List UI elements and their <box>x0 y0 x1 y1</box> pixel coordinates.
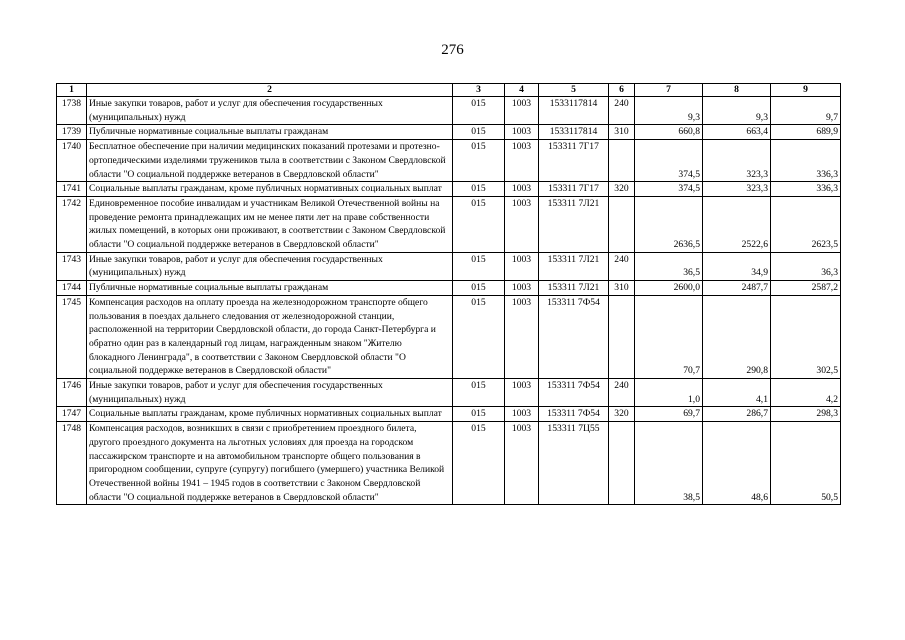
expense-type-code: 310 <box>609 125 635 140</box>
section-code: 1003 <box>505 422 539 505</box>
section-code: 1003 <box>505 97 539 125</box>
row-name: Социальные выплаты гражданам, кроме публичных нормативных социальных выплат <box>87 407 453 422</box>
amount-col9: 2623,5 <box>771 196 841 252</box>
amount-col9: 302,5 <box>771 295 841 378</box>
row-name: Бесплатное обеспечение при наличии медицинских показаний протезами и протезно-ортопедическими изделиями тружеников тыла в соответствии с Законом Свердловской области "О социальной поддержке ветеранов в Свердловской области" <box>87 140 453 182</box>
row-number: 1742 <box>57 196 87 252</box>
table-row <box>57 140 841 182</box>
amount-col9: 336,3 <box>771 182 841 197</box>
target-code: 153311 7Ц55 <box>539 422 609 505</box>
header-row <box>57 84 841 97</box>
section-code: 1003 <box>505 140 539 182</box>
table-row <box>57 407 841 422</box>
amount-col7: 9,3 <box>635 97 703 125</box>
row-name: Публичные нормативные социальные выплаты гражданам <box>87 281 453 296</box>
target-code: 153311 7Л21 <box>539 196 609 252</box>
section-code: 1003 <box>505 281 539 296</box>
expense-type-code: 320 <box>609 182 635 197</box>
row-number: 1739 <box>57 125 87 140</box>
amount-col7: 2636,5 <box>635 196 703 252</box>
ministry-code: 015 <box>453 295 505 378</box>
row-name: Иные закупки товаров, работ и услуг для обеспечения государственных (муниципальных) нужд <box>87 97 453 125</box>
amount-col8: 4,1 <box>703 379 771 407</box>
row-number: 1748 <box>57 422 87 505</box>
amount-col9: 50,5 <box>771 422 841 505</box>
section-code: 1003 <box>505 295 539 378</box>
amount-col9: 298,3 <box>771 407 841 422</box>
amount-col8: 323,3 <box>703 182 771 197</box>
row-name: Иные закупки товаров, работ и услуг для обеспечения государственных (муниципальных) нужд <box>87 252 453 280</box>
row-name: Иные закупки товаров, работ и услуг для обеспечения государственных (муниципальных) нужд <box>87 379 453 407</box>
target-code: 153311 7Г17 <box>539 140 609 182</box>
amount-col9: 336,3 <box>771 140 841 182</box>
row-number: 1738 <box>57 97 87 125</box>
expense-type-code: 240 <box>609 252 635 280</box>
header-cell: 8 <box>703 84 771 97</box>
expense-type-code <box>609 140 635 182</box>
table-row <box>57 295 841 378</box>
row-name: Компенсация расходов на оплату проезда на железнодорожном транспорте общего пользования в поездах дальнего следования от железнодорожной станции, расположенной на территории Свердловской области, до города Санкт-Петербурга и обратно один раз в календарный год лицам, награжденным знаком "Жителю блокадного Ленинграда", в соответствии с Законом Свердловской области "О социальной поддержке ветеранов в Свердловской области" <box>87 295 453 378</box>
amount-col7: 374,5 <box>635 182 703 197</box>
section-code: 1003 <box>505 125 539 140</box>
row-number: 1744 <box>57 281 87 296</box>
table-row <box>57 125 841 140</box>
amount-col9: 9,7 <box>771 97 841 125</box>
table-row <box>57 97 841 125</box>
amount-col8: 9,3 <box>703 97 771 125</box>
expense-type-code: 320 <box>609 407 635 422</box>
row-number: 1747 <box>57 407 87 422</box>
section-code: 1003 <box>505 182 539 197</box>
ministry-code: 015 <box>453 281 505 296</box>
amount-col8: 2522,6 <box>703 196 771 252</box>
ministry-code: 015 <box>453 252 505 280</box>
table-row <box>57 422 841 505</box>
header-cell: 9 <box>771 84 841 97</box>
target-code: 153311 7Г17 <box>539 182 609 197</box>
expense-type-code: 310 <box>609 281 635 296</box>
table-row <box>57 196 841 252</box>
ministry-code: 015 <box>453 97 505 125</box>
amount-col8: 34,9 <box>703 252 771 280</box>
amount-col8: 290,8 <box>703 295 771 378</box>
row-number: 1743 <box>57 252 87 280</box>
amount-col9: 689,9 <box>771 125 841 140</box>
table-row <box>57 281 841 296</box>
amount-col8: 2487,7 <box>703 281 771 296</box>
target-code: 153311 7Ф54 <box>539 379 609 407</box>
amount-col7: 38,5 <box>635 422 703 505</box>
amount-col7: 36,5 <box>635 252 703 280</box>
row-name: Социальные выплаты гражданам, кроме публичных нормативных социальных выплат <box>87 182 453 197</box>
amount-col7: 1,0 <box>635 379 703 407</box>
target-code: 1533117814 <box>539 97 609 125</box>
amount-col7: 70,7 <box>635 295 703 378</box>
ministry-code: 015 <box>453 379 505 407</box>
target-code: 153311 7Л21 <box>539 281 609 296</box>
section-code: 1003 <box>505 407 539 422</box>
row-name: Единовременное пособие инвалидам и участникам Великой Отечественной войны на проведение ремонта принадлежащих им не менее пяти лет на праве собственности жилых помещений, в которых они проживают, в соответствии с Законом Свердловской области "О социальной поддержке ветеранов в Свердловской области" <box>87 196 453 252</box>
header-cell: 4 <box>505 84 539 97</box>
header-cell: 2 <box>87 84 453 97</box>
budget-table <box>56 83 841 505</box>
section-code: 1003 <box>505 196 539 252</box>
header-cell: 1 <box>57 84 87 97</box>
row-name: Компенсация расходов, возникших в связи с приобретением проездного билета, другого проездного документа на льготных условиях для проезда на городском пассажирском транспорте и на автомобильном транспорте общего пользования в пригородном сообщении, супруге (супругу) погибшего (умершего) участника Великой Отечественной войны 1941 – 1945 годов в соответствии с Законом Свердловской области "О социальной поддержке ветеранов в Свердловской области" <box>87 422 453 505</box>
row-number: 1745 <box>57 295 87 378</box>
row-number: 1746 <box>57 379 87 407</box>
expense-type-code: 240 <box>609 97 635 125</box>
amount-col8: 286,7 <box>703 407 771 422</box>
header-cell: 7 <box>635 84 703 97</box>
amount-col7: 374,5 <box>635 140 703 182</box>
target-code: 153311 7Ф54 <box>539 295 609 378</box>
ministry-code: 015 <box>453 422 505 505</box>
row-name: Публичные нормативные социальные выплаты гражданам <box>87 125 453 140</box>
table-row <box>57 379 841 407</box>
amount-col8: 663,4 <box>703 125 771 140</box>
expense-type-code: 240 <box>609 379 635 407</box>
header-cell: 3 <box>453 84 505 97</box>
row-number: 1741 <box>57 182 87 197</box>
ministry-code: 015 <box>453 125 505 140</box>
amount-col9: 2587,2 <box>771 281 841 296</box>
amount-col8: 323,3 <box>703 140 771 182</box>
ministry-code: 015 <box>453 182 505 197</box>
section-code: 1003 <box>505 379 539 407</box>
ministry-code: 015 <box>453 407 505 422</box>
amount-col7: 69,7 <box>635 407 703 422</box>
expense-type-code <box>609 196 635 252</box>
page-number: 276 <box>441 42 464 58</box>
ministry-code: 015 <box>453 140 505 182</box>
amount-col9: 4,2 <box>771 379 841 407</box>
header-cell: 5 <box>539 84 609 97</box>
row-number: 1740 <box>57 140 87 182</box>
expense-type-code <box>609 422 635 505</box>
target-code: 153311 7Л21 <box>539 252 609 280</box>
amount-col9: 36,3 <box>771 252 841 280</box>
target-code: 153311 7Ф54 <box>539 407 609 422</box>
expense-type-code <box>609 295 635 378</box>
ministry-code: 015 <box>453 196 505 252</box>
table-row <box>57 252 841 280</box>
amount-col7: 2600,0 <box>635 281 703 296</box>
target-code: 1533117814 <box>539 125 609 140</box>
amount-col7: 660,8 <box>635 125 703 140</box>
table-row <box>57 182 841 197</box>
header-cell: 6 <box>609 84 635 97</box>
amount-col8: 48,6 <box>703 422 771 505</box>
section-code: 1003 <box>505 252 539 280</box>
